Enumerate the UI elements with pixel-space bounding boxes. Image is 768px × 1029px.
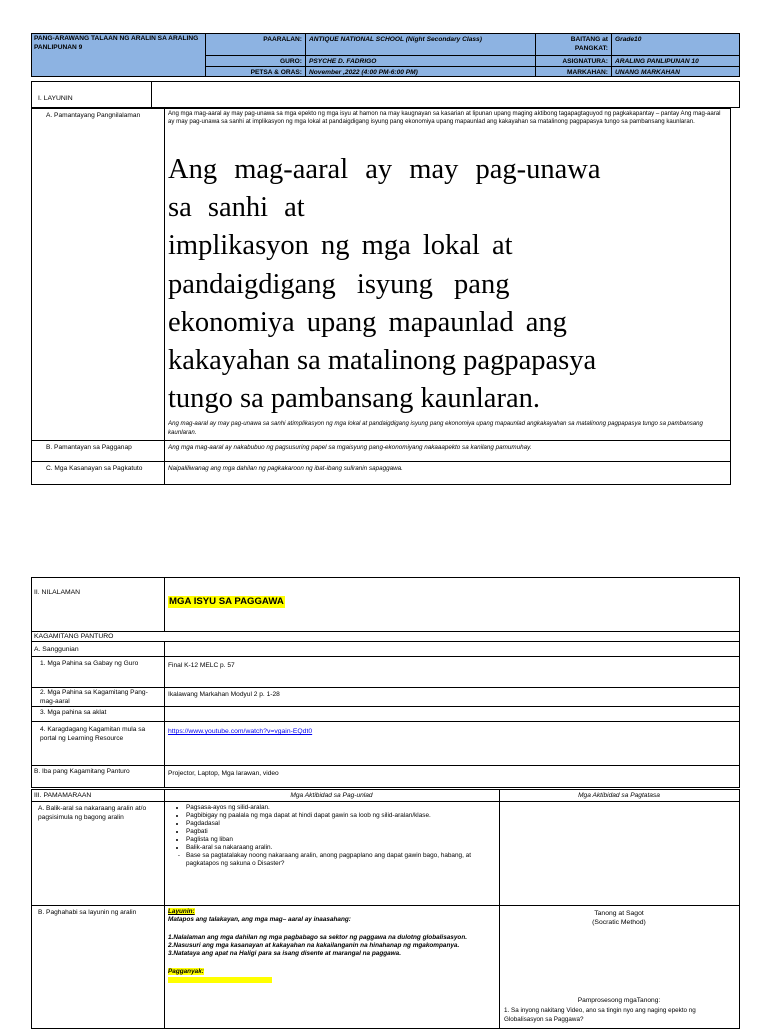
iba-kagamitan-value: Projector, Laptop, Mga larawan, video (168, 770, 279, 777)
nilalaman-title: II. NILALAMAN (34, 589, 81, 596)
col-pagtatasa: Mga Aktibidad sa Pagtatasa (578, 792, 660, 799)
layunin-heading: Layunin: (168, 908, 195, 915)
pamantayan-pagganap-label: B. Pamantayan sa Pagganap (46, 444, 132, 451)
pamantayang-pangnilalaman-large (168, 151, 728, 418)
nilalaman-table (31, 577, 740, 788)
layunin-intro: Matapos ang talakayan, ang mga mag– aaral ay inaasahang: (168, 916, 351, 923)
pahina-aklat-label: 3. Mga pahina sa aklat (40, 709, 107, 716)
gabay-guro-value: Final K-12 MELC p. 57 (168, 662, 235, 669)
gabay-guro-label: 1. Mga Pahina sa Gabay ng Guro (40, 660, 139, 667)
large-line-6: kakayahan sa matalinong pagpapasya (168, 345, 597, 377)
topic-title: MGA ISYU SA PAGGAWA (169, 596, 284, 607)
petsa-label: PETSA & ORAS: (250, 69, 302, 76)
kasanayan-text: Naipaliliwanag ang mga dahilan ng pagkakaroon ng ibat-ibang suliranin sapaggawa. (168, 465, 403, 472)
list-item: • Pagbibigay ng paalala ng mga dapat at hindi dapat gawin sa loob ng silid-aralan/klase. (186, 812, 492, 820)
kasanayan-label: C. Mga Kasanayan sa Pagkatuto (46, 465, 143, 472)
list-item: • Balik-aral sa nakaraang aralin. (186, 844, 492, 852)
petsa-value: November ,2022 (4:00 PM-6:00 PM) (309, 69, 418, 76)
tanong-sagot-title: Tanong at Sagot (594, 910, 644, 917)
layunin-title: I. LAYUNIN (38, 95, 73, 102)
dash-item: Base sa pagtatalakay noong nakaraang aralin, anong pagpaplano ang dapat gawin bago, habang, at pagkatapos ng sakuna o Disaster? (186, 852, 471, 867)
objective-2: 2.Nasusuri ang mga kasanayan at kakayahan na kakailanganin na hinahanap ng mgakompanya. (168, 942, 460, 949)
paghahabi-label: B. Paghahabi sa layunin ng aralin (38, 909, 137, 916)
pamamaraan-title: III. PAMAMARAAN (34, 792, 92, 799)
pagganyak-heading: Pagganyak: (168, 968, 204, 975)
paghahabi-content (168, 908, 493, 983)
kagamitan-title: KAGAMITANG PANTURO (34, 633, 114, 640)
col-pag-unlad: Mga Aktibidad sa Pag-unlad (290, 792, 373, 799)
markahan-value: UNANG MARKAHAN (615, 69, 680, 76)
socratic-method: (Socratic Method) (592, 919, 646, 926)
objective-1: 1.Nalalaman ang mga dahilan ng mga pagbabago sa sektor ng paggawa na dulotng globalisasyon. (168, 934, 467, 941)
asignatura-label: ASIGNATURA: (562, 58, 608, 65)
doc-title: PANG-ARAWANG TALAAN NG ARALIN SA ARALING PANLIPUNAN 9 (34, 35, 199, 51)
guro-label: GURO: (280, 58, 302, 65)
large-line-5: ekonomiya upang mapaunlad ang (168, 306, 567, 338)
list-item: • Pagbati (186, 828, 492, 836)
large-line-2: sa sanhi at (168, 192, 305, 224)
pamantayang-pangnilalaman-small: Ang mga mag-aaral ay may pag-unawa sa mga epekto ng mga isyu at hamon na may kaugnayan sa kasarian at lipunan upang maging aktibong tagapagtaguyod ng pagkakapantay – pantay Ang mag-aaral ay may pag-unawa sa sanhi at implikasyon ng mga lokal at pandaigdigang isyung pang ekonomiya upang mapaunlad ang kakayahan sa matalinong pagpapasya tungo sa pambansang kaunlaran. (168, 110, 721, 125)
baitang-label: BAITANG at PANGKAT: (570, 36, 608, 52)
balik-aral-label: A. Balik-aral sa nakaraang aralin at/o pagsisimula ng bagong aralin (38, 805, 147, 821)
youtube-link[interactable]: https://www.youtube.com/watch?v=vgain-EQdt0 (168, 728, 313, 735)
paaralan-value: ANTIQUE NATIONAL SCHOOL (Night Secondary Class) (309, 36, 482, 43)
pamantayang-pangnilalaman-label: A. Pamantayang Pangnilalaman (46, 112, 141, 119)
large-line-1: Ang mag-aaral ay may pag-unawa (168, 154, 601, 185)
objective-3: 3.Natataya ang apat na Haligi para sa isang disente at marangal na paggawa. (168, 950, 401, 957)
pamprosesong-tanong-1: 1. Sa inyong nakitang Video, ano sa tingin nyo ang naging epekto ng Globalisasyon sa Paggawa? (504, 1007, 696, 1023)
pamprosesong-tanong-title: Pamprosesong mgaTanong: (577, 997, 661, 1004)
list-item: • Pagsasa-ayos ng silid-aralan. (186, 804, 492, 812)
sanggunian-label: A. Sanggunian (34, 646, 79, 653)
asignatura-value: ARALING PANLIPUNAN 10 (615, 58, 699, 65)
large-line-7: tungo sa pambansang kaunlaran. (168, 383, 540, 415)
pamantayan-pagganap-text: Ang mga mag-aaral ay nakabubuo ng pagsusuring papel sa mgaisyung pang-ekonomiyang nakaaapekto sa kanilang pamumuhay. (168, 444, 532, 451)
iba-kagamitan-label: B. Iba pang Kagamitang Panturo (34, 768, 130, 775)
pamantayang-pangnilalaman-italic: Ang mag-aaral ay may pag-unawa sa sanhi atimplikasyon ng mga lokal at pandaigdigang isyung pang ekonomiya upang mapaunlad angkakayahan sa matalinong pagpapasya tungo sa pambansang kaunlaran. (168, 420, 703, 436)
guro-value: PSYCHE D. FADRIGO (309, 58, 377, 65)
kagamitang-pang-mag-aaral-label: 2. Mga Pahina sa Kagamitang Pang-mag-aaral (40, 689, 148, 705)
large-line-3: implikasyon ng mga lokal at (168, 230, 513, 262)
markahan-label: MARKAHAN: (566, 69, 608, 76)
karagdagang-kagamitan-label: 4. Karagdagang Kagamitan mula sa portal ng Learning Resource (40, 726, 146, 742)
kagamitang-pang-mag-aaral-value: Ikalawang Markahan Modyul 2 p. 1-28 (168, 691, 280, 698)
baitang-value: Grade10 (615, 36, 642, 43)
large-line-4: pandaigdigang isyung pang (168, 268, 510, 300)
list-item: • Pagdadasal (186, 820, 492, 828)
list-item: • Paglista ng liban (186, 836, 492, 844)
balik-aral-list: • Pagsasa-ayos ng silid-aralan. • Pagbibigay ng paalala ng mga dapat at hindi dapat gawin sa loob ng silid-aralan/klase. • Pagdadasal • Pagbati • Paglista ng liban • Balik-aral sa nakaraang aralin. - Base sa pagtatalakay noong nakaraang aralin, anong pagpaplano ang dapat gawin bago, habang, at pagkatapos ng sakuna o Disaster? (172, 804, 492, 868)
paaralan-label: PAARALAN: (263, 36, 302, 43)
